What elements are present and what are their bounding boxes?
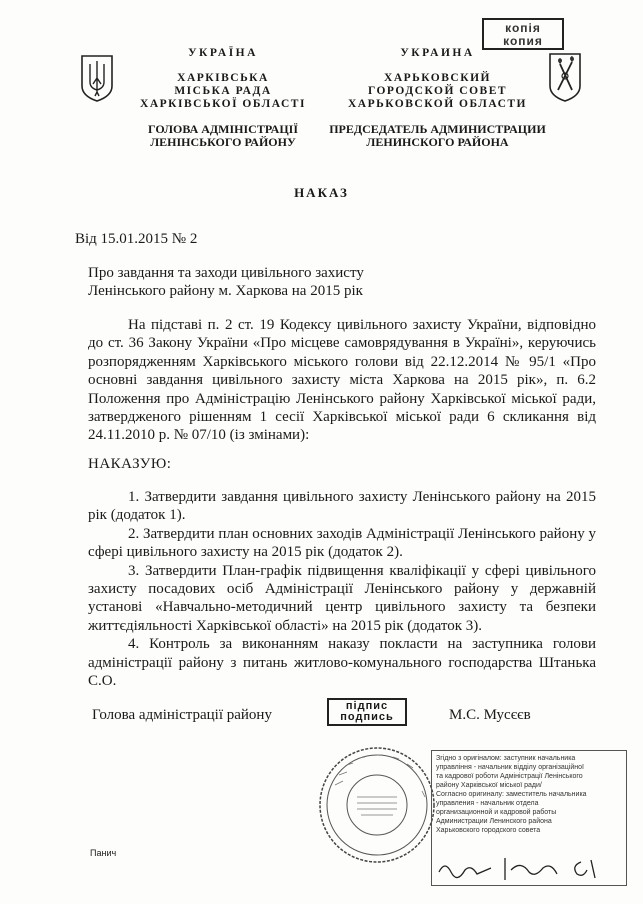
certification-line: Администрации Ленинского района (436, 818, 552, 825)
copy-stamp-line: копія (505, 21, 541, 35)
post-line: ГОЛОВА АДМІНІСТРАЦІЇ (148, 122, 298, 136)
post-line: ЛЕНІНСЬКОГО РАЙОНУ (150, 135, 296, 149)
subject-line: Про завдання та заходи цивільного захисту (88, 265, 364, 281)
council-name-ua (128, 72, 318, 111)
certification-line: управления - начальник отдела (436, 800, 539, 807)
order-items (88, 488, 596, 690)
council-line: ГОРОДСКОЙ СОВЕТ (367, 85, 508, 97)
council-line: МІСЬКА РАДА (174, 85, 272, 97)
certification-line: та кадрової роботи Адміністрації Ленінського (436, 773, 583, 780)
country-name-ua: УКРАЇНА (188, 47, 258, 59)
subject-line: Ленінського району м. Харкова на 2015 рік (88, 283, 363, 299)
post-title-ru (325, 123, 550, 149)
post-line: ПРЕДСЕДАТЕЛЬ АДМИНИСТРАЦИИ (329, 122, 546, 136)
order-keyword: НАКАЗУЮ: (88, 456, 172, 472)
order-item: 2. Затвердити план основних заходів Адміністрації Ленінського району у сфері цивільного захисту на 2015 рік (додаток 2). (88, 525, 596, 561)
order-item: 3. Затвердити План-графік підвищення кваліфікації у сфері цивільного захисту посадових осіб Адміністрації Ленінського району у державній установі «Навчально-методичний центр цивільного захисту та безпеки життєдіяльності Харківської області» на 2015 рік (додаток 3). (88, 562, 596, 634)
trident-emblem-icon (80, 54, 114, 102)
council-name-ru (325, 72, 550, 111)
document-subject (88, 264, 408, 300)
header-left (128, 47, 318, 149)
certification-line: Згідно з оригіналом: заступник начальника (436, 755, 576, 762)
signatory-position: Голова адміністрації району (92, 707, 272, 723)
council-line: ХАРЬКОВСКОЙ ОБЛАСТИ (347, 98, 527, 110)
signatory-name: М.С. Мусєєв (449, 707, 531, 723)
legal-basis-paragraph: На підставі п. 2 ст. 19 Кодексу цивільного захисту України, відповідно до ст. 36 Закону України «Про місцеве самоврядування в Україні», керуючись розпорядженням Харківського міського голови від 22.12.2014 № 95/1 «Про основні завдання цивільного захисту міста Харкова на 2015 рік», п. 6.2 Положення про Адміністрацію Ленінського району Харківської міської ради, затвердженого рішенням 1 сесії Харківської міської ради 6 скликання від 24.11.2010 р. № 07/10 (із змінами): (88, 317, 596, 444)
order-item: 1. Затвердити завдання цивільного захисту Ленінського району на 2015 рік (додаток 1). (88, 489, 596, 524)
document-date-number: Від 15.01.2015 № 2 (75, 231, 198, 247)
copy-stamp (482, 18, 564, 50)
executor-name: Панич (90, 848, 117, 858)
post-line: ЛЕНИНСКОГО РАЙОНА (366, 135, 509, 149)
order-item: 4. Контроль за виконанням наказу покласти на заступника голови адміністрації району з питань житлово-комунального господарства Штанька С.О. (88, 636, 596, 690)
document-type: НАКАЗ (294, 185, 349, 200)
council-line: ХАРЬКОВСКИЙ (384, 72, 491, 84)
council-line: ХАРКІВСЬКОЇ ОБЛАСТІ (140, 98, 306, 110)
certification-line: организационной и кадровой работы (436, 809, 557, 816)
copy-stamp-line: копия (503, 34, 543, 48)
signature-stamp-line: подпись (340, 711, 394, 723)
country-name-ru: УКРАИНА (400, 47, 475, 59)
handwritten-signature-icon (431, 852, 621, 884)
header-right (325, 47, 550, 149)
post-title-ua (128, 123, 318, 149)
council-line: ХАРКІВСЬКА (177, 72, 269, 84)
certification-line: управління - начальник відділу організаційної (436, 764, 584, 771)
certification-line: Согласно оригиналу: заместитель начальника (436, 791, 587, 798)
official-seal-icon (317, 745, 437, 865)
city-emblem-icon (548, 50, 582, 102)
signature-stamp-line: підпис (345, 700, 389, 712)
certification-line: району Харківської міської ради/ (436, 782, 542, 789)
signature-stamp (327, 698, 407, 726)
certification-line: Харьковского городского совета (436, 827, 541, 834)
